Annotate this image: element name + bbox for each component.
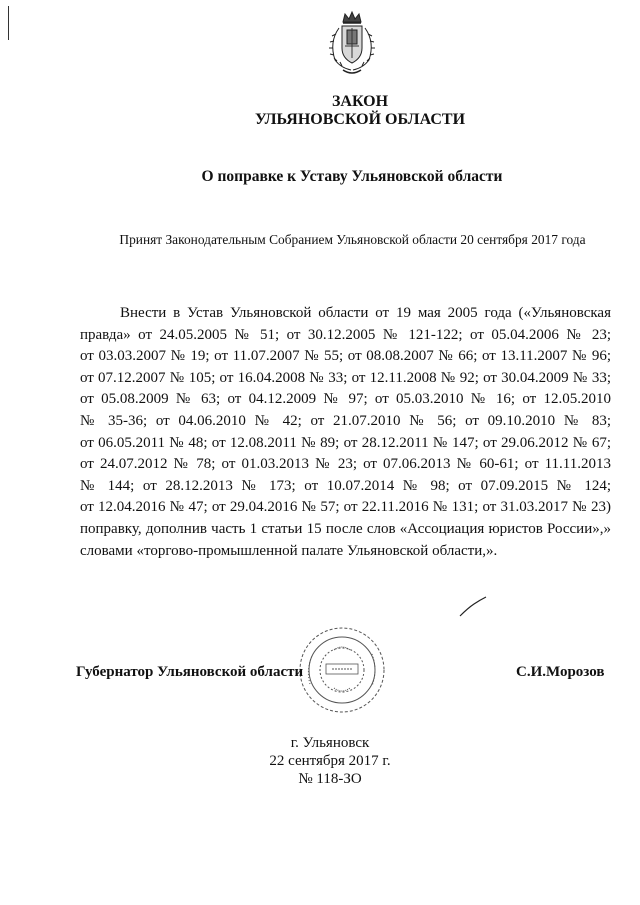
body-line: от 06.05.2011 № 48; от 12.08.2011 № 89; от 28.12.2011 № 147; от 29.06.2012 № 67; <box>80 434 611 451</box>
law-title: ЗАКОН <box>331 93 389 110</box>
body-line: Внести в Устав Ульяновской области от 19 мая 2005 года («Ульяновская <box>120 305 611 321</box>
coat-of-arms-emblem-icon <box>321 8 383 78</box>
signer-name: С.И.Морозов <box>516 664 605 680</box>
body-line: от 07.12.2007 № 105; от 16.04.2008 № 33; от 12.11.2008 № 92; от 30.04.2009 № 33; <box>80 369 611 386</box>
footer-city: г. Ульяновск <box>290 735 370 751</box>
signer-position: Губернатор Ульяновской области <box>76 664 304 680</box>
body-line: № 35-36; от 04.06.2010 № 42; от 21.07.2010 № 56; от 09.10.2010 № 83; <box>80 412 611 429</box>
law-region-title: УЛЬЯНОВСКОЙ ОБЛАСТИ <box>254 111 466 128</box>
body-line: от 05.08.2009 № 63; от 04.12.2009 № 97; от 05.03.2010 № 16; от 12.05.2010 <box>80 391 611 408</box>
body-line: правда» от 24.05.2005 № 51; от 30.12.2005 № 121-122; от 05.04.2006 № 23; <box>80 326 611 343</box>
law-body <box>80 303 611 562</box>
body-line: от 24.07.2012 № 78; от 01.03.2013 № 23; от 07.06.2013 № 60-61; от 11.11.2013 <box>80 456 611 473</box>
body-line: от 12.04.2016 № 47; от 29.04.2016 № 57; от 22.11.2016 № 131; от 31.03.2017 № 23) <box>80 499 611 516</box>
handwritten-mark-icon <box>458 596 488 618</box>
official-seal-stamp-icon <box>296 624 388 716</box>
footer-law-number: № 118-ЗО <box>298 771 362 787</box>
body-line: № 144; от 28.12.2013 № 173; от 10.07.2014 № 98; от 07.09.2015 № 124; <box>80 477 611 494</box>
footer-date: 22 сентября 2017 г. <box>269 753 391 769</box>
body-line: словами «торгово-промышленной палате Ульяновской области,». <box>80 542 498 559</box>
body-line: поправку, дополнив часть 1 статьи 15 после слов «Ассоциация юристов России»,» <box>80 520 611 537</box>
law-subject: О поправке к Уставу Ульяновской области <box>201 168 503 185</box>
scan-edge-mark <box>8 6 9 40</box>
body-line: от 03.03.2007 № 19; от 11.07.2007 № 55; от 08.08.2007 № 66; от 13.11.2007 № 96; <box>80 348 611 365</box>
adoption-statement: Принят Законодательным Собранием Ульяновской области 20 сентября 2017 года <box>119 232 586 247</box>
